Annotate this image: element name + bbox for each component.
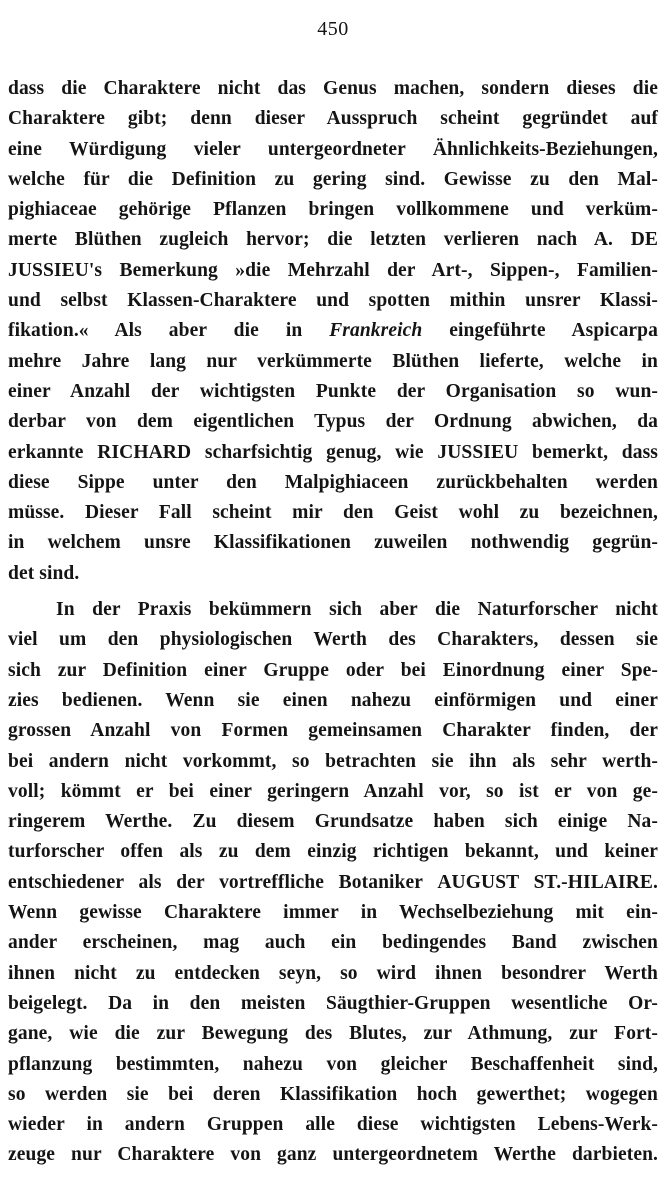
text-line: zies bedienen. Wenn sie einen nahezu einförmigen und einer (8, 689, 658, 711)
text-line: wieder in andern Gruppen alle diese wichtigsten Lebens-Werk- (8, 1114, 658, 1136)
text-line: welche für die Definition zu gering sind. Gewisse zu den Mal- (8, 168, 658, 190)
text-line: in welchem unsre Klassifikationen zuweilen nothwendig gegrün- (8, 532, 658, 554)
author-name: AUGUST ST.-HILAIRE (437, 871, 654, 893)
author-name: JUSSIEU (437, 441, 519, 463)
author-name: DE (630, 229, 658, 251)
paragraph-end-line: det sind. (8, 562, 80, 584)
text-line: grossen Anzahl von Formen gemeinsamen Charakter finden, der (8, 720, 658, 742)
text-line: merte Blüthen zugleich hervor; die letzten verlieren nach A. DE (8, 229, 658, 251)
text-line: Charaktere gibt; denn dieser Ausspruch scheint gegründet auf (8, 108, 658, 130)
text-line: ringerem Werthe. Zu diesem Grundsatze haben sich einige Na- (8, 811, 658, 833)
text-line: müsse. Dieser Fall scheint mir den Geist wohl zu bezeichnen, (8, 502, 658, 524)
text-line: JUSSIEU's Bemerkung »die Mehrzahl der Art-, Sippen-, Familien- (8, 259, 658, 281)
text-line: entschiedener als der vortreffliche Botaniker AUGUST ST.-HILAIRE. (8, 871, 658, 893)
author-name: JUSSIEU (8, 259, 89, 281)
text-line: pighiaceae gehörige Pflanzen bringen vollkommene und verküm- (8, 199, 658, 221)
text-line: einer Anzahl der wichtigsten Punkte der Organisation so wun- (8, 380, 658, 402)
text-line: beigelegt. Da in den meisten Säugthier-Gruppen wesentliche Or- (8, 992, 658, 1014)
body-text (8, 74, 658, 1171)
text-line: und selbst Klassen-Charaktere und spotten mithin unsrer Klassi- (8, 290, 658, 312)
text-line: eine Würdigung vieler untergeordneter Ähnlichkeits-Beziehungen, (8, 138, 658, 160)
text-line: mehre Jahre lang nur verkümmerte Blüthen lieferte, welche in (8, 350, 658, 372)
text-line: voll; kömmt er bei einer geringern Anzahl vor, so ist er von ge- (8, 780, 658, 802)
emphasis-place-name: Frankreich (329, 320, 423, 342)
page-number: 450 (317, 18, 349, 40)
text-line: zeuge nur Charaktere von ganz untergeordnetem Werthe darbieten. (8, 1144, 658, 1166)
text-line: erkannte RICHARD scharfsichtig genug, wie JUSSIEU bemerkt, dass (8, 441, 658, 463)
text-line: diese Sippe unter den Malpighiaceen zurückbehalten werden (8, 471, 658, 493)
text-line: pflanzung bestimmten, nahezu von gleicher Beschaffenheit sind, (8, 1053, 658, 1075)
text-line: fikation.« Als aber die in Frankreich eingeführte Aspicarpa (8, 320, 658, 342)
text-line: derbar von dem eigentlichen Typus der Ordnung abwichen, da (8, 411, 658, 433)
author-name: RICHARD (97, 441, 192, 463)
text-line: ihnen nicht zu entdecken seyn, so wird ihnen besondrer Werth (8, 962, 658, 984)
text-line: turforscher offen als zu dem einzig richtigen bekannt, und keiner (8, 841, 658, 863)
text-line: gane, wie die zur Bewegung des Blutes, zur Athmung, zur Fort- (8, 1023, 658, 1045)
text-line: dass die Charaktere nicht das Genus machen, sondern dieses die (8, 78, 658, 99)
text-line: so werden sie bei deren Klassifikation hoch gewerthet; wogegen (8, 1083, 658, 1105)
text-line: sich zur Definition einer Gruppe oder bei Einordnung einer Spe- (8, 659, 658, 681)
text-line: bei andern nicht vorkommt, so betrachten sie ihn als sehr werth- (8, 750, 658, 772)
text-line: ander erscheinen, mag auch ein bedingendes Band zwischen (8, 932, 658, 954)
paragraph-start-line: In der Praxis bekümmern sich aber die Naturforscher nicht (56, 599, 658, 621)
text-line: viel um den physiologischen Werth des Charakters, dessen sie (8, 629, 658, 651)
text-line: Wenn gewisse Charaktere immer in Wechselbeziehung mit ein- (8, 902, 658, 924)
